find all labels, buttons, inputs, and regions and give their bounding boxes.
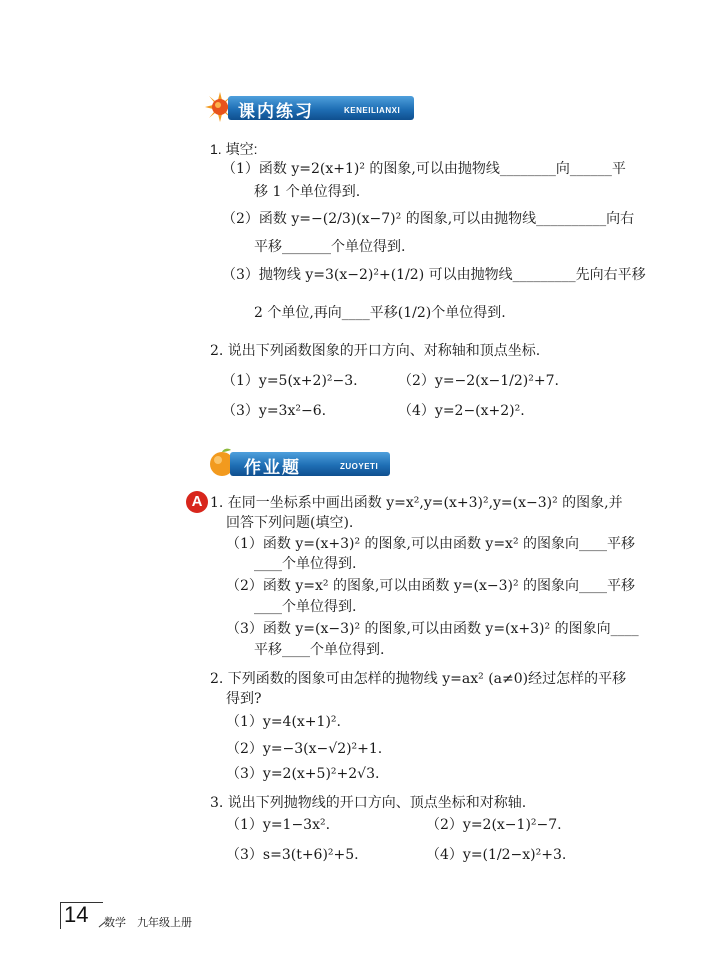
homework-1-1-line1: （1）函数 y=(x+3)² 的图象,可以由函数 y=x² 的图象向____平移 — [226, 536, 636, 552]
section-title-practice: 课内练习 — [238, 102, 314, 122]
section-subtitle-practice: KENEILIANXI — [344, 106, 401, 115]
exercise-1-3-line1: （3）抛物线 y=3(x−2)²+(1/2) 可以由抛物线_________先向右平移 — [222, 267, 646, 283]
homework-2-line1: 2. 下列函数的图象可由怎样的抛物线 y=ax² (a≠0)经过怎样的平移 — [210, 671, 627, 687]
exercise-2-1: （1）y=5(x+2)²−3. — [222, 373, 358, 389]
exercise-1-1-line1: （1）函数 y=2(x+1)² 的图象,可以由抛物线________向______平 — [222, 161, 626, 177]
page-number: 14 — [64, 902, 89, 927]
homework-3-2: （2）y=2(x−1)²−7. — [426, 817, 562, 833]
homework-1-line2: 回答下列问题(填空). — [226, 515, 354, 531]
homework-3-4: （4）y=(1/2−x)²+3. — [426, 847, 567, 863]
exercise-1-1-line2: 移 1 个单位得到. — [254, 184, 361, 200]
homework-2-2: （2）y=−3(x−√2)²+1. — [226, 741, 383, 757]
homework-2-line2: 得到? — [226, 691, 262, 707]
footer-book-title: 数学 九年级上册 — [104, 916, 192, 929]
homework-2-3: （3）y=2(x+5)²+2√3. — [226, 766, 380, 782]
exercise-2-2: （2）y=−2(x−1/2)²+7. — [398, 373, 559, 389]
homework-3-3: （3）s=3(t+6)²+5. — [226, 847, 359, 863]
homework-1-1-line2: ____个单位得到. — [254, 556, 357, 572]
section-title-homework: 作业题 — [244, 458, 301, 478]
level-a-badge: A — [186, 491, 208, 513]
homework-1-2-line2: ____个单位得到. — [254, 599, 357, 615]
homework-1-2-line1: （2）函数 y=x² 的图象,可以由函数 y=(x−3)² 的图象向____平移 — [226, 578, 636, 594]
homework-1-3-line2: 平移____个单位得到. — [254, 642, 385, 658]
homework-3-1: （1）y=1−3x². — [226, 817, 331, 833]
exercise-1-3-line2: 2 个单位,再向____平移(1/2)个单位得到. — [254, 305, 506, 321]
exercise-1-title: 1. 填空: — [210, 141, 258, 157]
exercise-2-title: 2. 说出下列函数图象的开口方向、对称轴和顶点坐标. — [210, 343, 541, 359]
homework-2-1: （1）y=4(x+1)². — [226, 714, 341, 730]
exercise-1-2-line1: （2）函数 y=−(2/3)(x−7)² 的图象,可以由抛物线__________向右 — [222, 211, 635, 227]
exercise-2-3: （3）y=3x²−6. — [222, 403, 327, 419]
homework-1-line1: 1. 在同一坐标系中画出函数 y=x²,y=(x+3)²,y=(x−3)² 的图象,并 — [210, 495, 623, 511]
exercise-1-2-line2: 平移_______个单位得到. — [254, 239, 406, 255]
homework-3-title: 3. 说出下列抛物线的开口方向、顶点坐标和对称轴. — [210, 795, 527, 811]
homework-1-3-line1: （3）函数 y=(x−3)² 的图象,可以由函数 y=(x+3)² 的图象向____ — [226, 621, 639, 637]
exercise-2-4: （4）y=2−(x+2)². — [398, 403, 525, 419]
section-subtitle-homework: ZUOYETI — [340, 462, 379, 471]
